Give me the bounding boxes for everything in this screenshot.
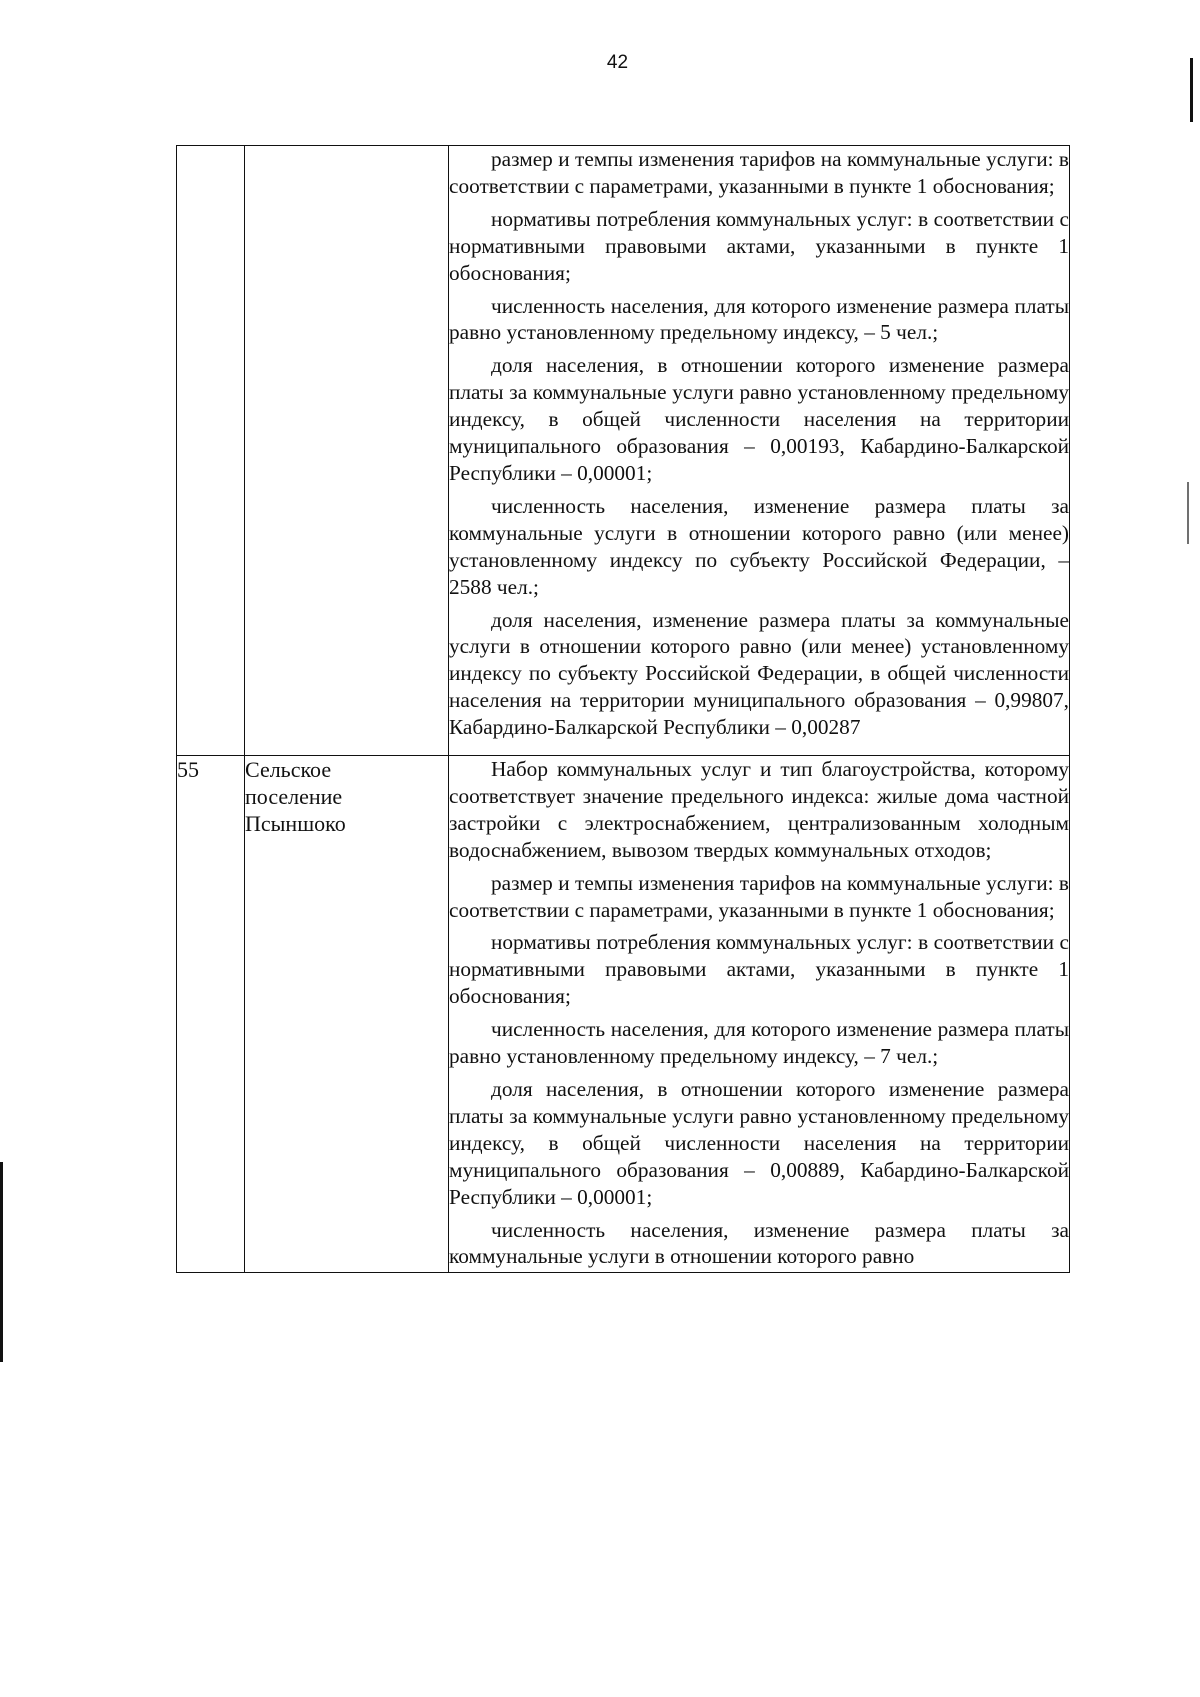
settlement-name-cell xyxy=(245,146,449,756)
description-paragraph: численность населения, изменение размера платы за коммунальные услуги в отношении которого равно xyxy=(449,1217,1069,1269)
description-paragraph: доля населения, в отношении которого изменение размера платы за коммунальные услуги равно установленному предельному индексу, в общей численности населения на территории муниципального образования – 0,00889, Кабардино-Балкарской Республики – 0,00001; xyxy=(449,1077,1069,1209)
scan-edge-mark xyxy=(1187,482,1189,544)
settlement-name-line: Сельское xyxy=(245,757,332,783)
row-number-cell xyxy=(177,146,245,756)
table-row xyxy=(177,756,1070,1273)
row-number-cell: 55 xyxy=(177,756,245,1273)
settlement-name-line: Псыншоко xyxy=(245,811,346,837)
page-number: 42 xyxy=(606,52,629,73)
indices-table xyxy=(176,145,1070,1273)
description-paragraph: численность населения, для которого изменение размера платы равно установленному предельному индексу, – 5 чел.; xyxy=(449,293,1069,345)
description-paragraph: размер и темпы изменения тарифов на коммунальные услуги: в соответствии с параметрами, указанными в пункте 1 обоснования; xyxy=(449,147,1069,198)
description-paragraph: Набор коммунальных услуг и тип благоустройства, которому соответствует значение предельного индекса: жилые дома частной застройки с электроснабжением, централизованным холодным водоснабжением, вывозом твердых коммунальных отходов; xyxy=(449,757,1069,862)
description-paragraph: доля населения, в отношении которого изменение размера платы за коммунальные услуги равно установленному предельному индексу, в общей численности населения на территории муниципального образования – 0,00193, Кабардино-Балкарской Республики – 0,00001; xyxy=(449,353,1069,485)
description-paragraph: доля населения, изменение размера платы за коммунальные услуги в отношении которого равно (или менее) установленному индексу по субъекту Российской Федерации, в общей численности населения на территории муниципального образования – 0,99807, Кабардино-Балкарской Республики – 0,00287 xyxy=(449,607,1069,740)
description-paragraph: численность населения, изменение размера платы за коммунальные услуги в отношении которого равно (или менее) установленному индексу по субъекту Российской Федерации, – 2588 чел.; xyxy=(449,493,1069,599)
scan-edge-mark xyxy=(0,1162,3,1362)
settlement-name-line: поселение xyxy=(245,784,343,810)
description-paragraph: нормативы потребления коммунальных услуг: в соответствии с нормативными правовыми актами, указанными в пункте 1 обоснования; xyxy=(449,206,1069,285)
description-paragraph: нормативы потребления коммунальных услуг: в соответствии с нормативными правовыми актами, указанными в пункте 1 обоснования; xyxy=(449,930,1069,1009)
settlement-name-cell xyxy=(245,756,449,1273)
scan-edge-mark xyxy=(1190,58,1193,122)
table-row xyxy=(177,146,1070,756)
description-paragraph: численность населения, для которого изменение размера платы равно установленному предельному индексу, – 7 чел.; xyxy=(449,1017,1069,1069)
description-cell xyxy=(449,756,1070,1273)
description-cell xyxy=(449,146,1070,756)
description-paragraph: размер и темпы изменения тарифов на коммунальные услуги: в соответствии с параметрами, указанными в пункте 1 обоснования; xyxy=(449,870,1069,922)
